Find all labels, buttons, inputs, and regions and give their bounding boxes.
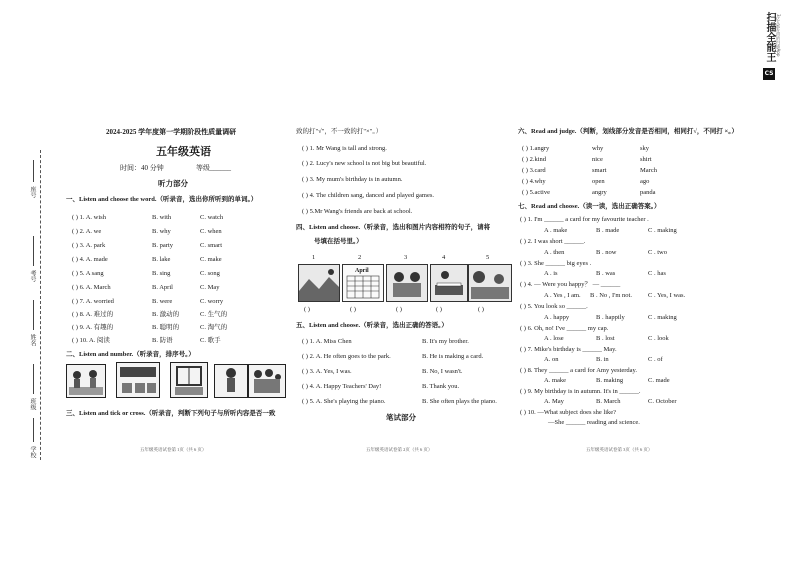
section-6-heading: 六、Read and judge.（判断，划线部分发音是否相同，相同打√，不同打 ×。） [518, 128, 738, 135]
pic-blank-2: ( ) [350, 306, 356, 313]
pic-number-2: 2 [358, 254, 362, 261]
q1-4-c: C. make [200, 256, 222, 263]
q6-5-c: panda [640, 189, 656, 196]
q7-1-b: B . made [596, 227, 620, 234]
pic-blank-3: ( ) [396, 306, 402, 313]
q1-5-a: ( ) 5. A sang [72, 270, 104, 277]
q7-6: ( ) 6. Oh, no! I've ______ my cap. [520, 325, 609, 332]
choose-picture-1 [298, 264, 340, 302]
family-sketch-icon [249, 365, 285, 397]
pic-number-1: 1 [312, 254, 316, 261]
exam-title: 2024-2025 学年度第一学期阶段性质量调研 [106, 128, 237, 136]
q1-3-b: B. party [152, 242, 173, 249]
q3-1: ( ) 1. Mr Wang is tall and strong. [302, 145, 387, 152]
park-sketch-icon [469, 265, 511, 301]
q1-7-c: C. worry [200, 298, 224, 305]
listening-heading: 听力部分 [158, 179, 188, 188]
side-label-school: 学校 [29, 446, 35, 458]
side-blank-line [33, 160, 34, 182]
q7-2-a: A . then [544, 249, 565, 256]
pic-blank-1: ( ) [304, 306, 310, 313]
q1-7-b: B. were [152, 298, 173, 305]
q1-9-b: B. 聪明的 [152, 324, 180, 331]
q6-3-a: ( ) 3.card [522, 167, 546, 174]
page-footer-2: 五年级英语试卷第 2页（共 6 页） [366, 447, 433, 452]
q1-6-b: B. April [152, 284, 173, 291]
children-sketch-icon [387, 265, 427, 301]
q1-2-c: C. when [200, 228, 222, 235]
q7-7-c: C . of [648, 356, 663, 363]
q7-9-a: A. May [544, 398, 564, 405]
page-footer-1: 五年级英语试卷第 1页（共 6 页） [140, 447, 207, 452]
page-footer-3: 五年级英语试卷第 3页（共 6 页） [586, 447, 653, 452]
q6-2-a: ( ) 2.kind [522, 156, 547, 163]
q6-3-c: March [640, 167, 657, 174]
classroom-sketch-icon [117, 363, 159, 397]
q1-10-b: B. 防语 [152, 337, 173, 344]
number-picture-5 [248, 364, 286, 398]
section-7-heading: 七、Read and choose.（读一读，选出正确答案。） [518, 203, 661, 210]
side-blank-line [33, 364, 34, 394]
q1-2-a: ( ) 2. A. we [72, 228, 102, 235]
side-blank-line [33, 418, 34, 442]
q6-3-b: smart [592, 167, 607, 174]
section-4-heading-cont: 号填在括号里。） [314, 238, 363, 245]
piano-player-sketch-icon [431, 265, 467, 301]
section-1-heading: 一、Listen and choose the word.（听录音，选出你所听到的单词。） [66, 196, 258, 203]
q5-3-b: B. No, I wasn't. [422, 368, 463, 375]
scanner-logo-badge: CS [763, 68, 775, 80]
exam-grade: 等级______ [196, 164, 231, 172]
q5-1-a: ( ) 1. A. Miss Chen [302, 338, 352, 345]
q7-1-c: C . making [648, 227, 677, 234]
q7-7-a: A. on [544, 356, 559, 363]
q5-3-a: ( ) 3. A. Yes, I was. [302, 368, 352, 375]
q7-2: ( ) 2. I was short ______. [520, 238, 586, 245]
q7-9-c: C. October [648, 398, 677, 405]
q1-6-a: ( ) 6. A. March [72, 284, 111, 291]
calendar-month: April [355, 268, 369, 274]
q7-8-a: A. make [544, 377, 567, 384]
choose-picture-2 [342, 264, 384, 302]
q7-3-c: C . has [648, 270, 666, 277]
number-picture-4 [214, 364, 248, 398]
q7-5-a: A . happy [544, 314, 570, 321]
q5-4-b: B. Thank you. [422, 383, 460, 390]
q5-2-a: ( ) 2. A. He often goes to the park. [302, 353, 391, 360]
q7-6-b: B . lost [596, 335, 615, 342]
q7-10: ( ) 10. —What subject does she like? [520, 409, 617, 416]
q7-1-a: A . make [544, 227, 568, 234]
scanner-logo-sub: 3亿人都在用的扫描App [776, 14, 781, 57]
q1-10-c: C. 歌手 [200, 337, 221, 344]
exam-time: 时间：40 分钟 [120, 164, 164, 172]
side-label-class: 班级 [29, 398, 35, 410]
pic-number-5: 5 [486, 254, 490, 261]
q7-10-answer: —She ______ reading and science. [548, 419, 640, 426]
q1-3-c: C. smart [200, 242, 223, 249]
q7-3: ( ) 3. She ______ big eyes . [520, 260, 592, 267]
q1-9-c: C. 淘气的 [200, 324, 228, 331]
q1-4-a: ( ) 4. A. made [72, 256, 108, 263]
q7-3-a: A . is [544, 270, 558, 277]
q1-8-c: C. 生气的 [200, 311, 228, 318]
q6-1-c: sky [640, 145, 650, 152]
q7-8: ( ) 8. They ______ a card for Amy yesterday. [520, 367, 637, 374]
q7-7-b: B. in [596, 356, 609, 363]
q1-5-c: C. song [200, 270, 220, 277]
section-5-heading: 五、Listen and choose.（听录音，选出正确的答语。） [296, 322, 448, 329]
section-4-heading: 四、Listen and choose.（听录音，选出和图片内容相符的句子，请将 [296, 224, 491, 231]
side-label-seat: 座号 [29, 186, 35, 198]
number-picture-1 [66, 364, 106, 398]
q3-2: ( ) 2. Lucy's new school is not big but beautiful. [302, 160, 427, 167]
q1-1-c: C. watch [200, 214, 224, 221]
q5-2-b: B. He is making a card. [422, 353, 484, 360]
q6-2-b: nice [592, 156, 603, 163]
q1-6-c: C. May [200, 284, 220, 291]
q7-4-c: C . Yes, I was. [648, 292, 686, 299]
q7-9-b: B. March [596, 398, 621, 405]
side-blank-line [33, 300, 34, 330]
q7-8-c: C. made [648, 377, 670, 384]
side-label-number: 考号 [29, 270, 35, 282]
q7-6-c: C . look [648, 335, 669, 342]
q6-1-b: why [592, 145, 604, 152]
q5-5-a: ( ) 5. A. She's playing the piano. [302, 398, 386, 405]
binding-dashed-line [40, 150, 41, 460]
q1-9-a: ( ) 9. A. 有趣的 [72, 324, 114, 331]
q7-7: ( ) 7. Mike's birthday is ______ May. [520, 346, 617, 353]
q6-4-a: ( ) 4.why [522, 178, 546, 185]
q1-10-a: ( ) 10. A. 阅读 [72, 337, 110, 344]
q7-4-a: A . Yes , I am. [544, 292, 581, 299]
q7-5-b: B . happily [596, 314, 625, 321]
scanner-logo [762, 6, 784, 84]
q1-2-b: B. why [152, 228, 171, 235]
scanner-logo-name: 扫描全能王 [764, 12, 775, 62]
section-3-heading: 三、Listen and tick or cross.（听录音，判断下列句子与所听内容是否一致 [66, 410, 276, 417]
pic-blank-5: ( ) [478, 306, 484, 313]
q7-9: ( ) 9. My birthday is in autumn. It's in ______. [520, 388, 641, 395]
q1-4-b: B. lake [152, 256, 171, 263]
q7-8-b: B. making [596, 377, 624, 384]
calendar-icon [343, 265, 383, 301]
side-blank-line [33, 236, 34, 266]
q7-4: ( ) 4. — Were you happy？ — ______ [520, 281, 621, 288]
q7-5: ( ) 5. You look so ______. [520, 303, 588, 310]
window-sketch-icon [171, 363, 207, 397]
q6-4-b: open [592, 178, 605, 185]
q7-4-b: B . No , I'm not. [590, 292, 632, 299]
q7-5-c: C . making [648, 314, 677, 321]
q3-3: ( ) 3. My mum's birthday is in autumn. [302, 176, 403, 183]
pic-blank-4: ( ) [436, 306, 442, 313]
q1-8-b: B. 激动的 [152, 311, 180, 318]
q7-1: ( ) 1. I'm ______ a card for my favourite teacher . [520, 216, 649, 223]
q1-3-a: ( ) 3. A. park [72, 242, 106, 249]
landscape-sketch-icon [299, 265, 339, 301]
q7-2-b: B . now [596, 249, 617, 256]
q7-2-c: C . two [648, 249, 667, 256]
side-label-name: 姓名 [29, 334, 35, 346]
written-heading: 笔试部分 [386, 413, 416, 422]
choose-picture-4 [430, 264, 468, 302]
number-picture-3 [170, 362, 208, 398]
q6-1-a: ( ) 1.angry [522, 145, 550, 152]
people-sketch-icon [67, 365, 105, 397]
q6-2-c: shirt [640, 156, 652, 163]
q5-4-a: ( ) 4. A. Happy Teachers' Day! [302, 383, 382, 390]
q1-1-a: ( ) 1. A. wish [72, 214, 106, 221]
q1-1-b: B. with [152, 214, 172, 221]
section-2-heading: 二、Listen and number.（听录音，排序号。） [66, 351, 195, 358]
q7-3-b: B . was [596, 270, 616, 277]
q1-5-b: B. sing [152, 270, 171, 277]
q6-4-c: ago [640, 178, 650, 185]
pic-number-4: 4 [442, 254, 446, 261]
q3-5: ( ) 5.Mr Wang's friends are back at school. [302, 208, 413, 215]
q6-5-a: ( ) 5.active [522, 189, 550, 196]
q5-5-b: B. She often plays the piano. [422, 398, 497, 405]
number-picture-2 [116, 362, 160, 398]
pic-number-3: 3 [404, 254, 408, 261]
exam-subject: 五年级英语 [156, 146, 211, 158]
section-3-continued: 致的打"√"，不一致的打"×"。） [296, 128, 383, 135]
choose-picture-5 [468, 264, 512, 302]
choose-picture-3 [386, 264, 428, 302]
q7-6-a: A . lose [544, 335, 564, 342]
q1-8-a: ( ) 8. A. 难过的 [72, 311, 114, 318]
q3-4: ( ) 4. The children sang, danced and played games. [302, 192, 434, 199]
q1-7-a: ( ) 7. A. worried [72, 298, 114, 305]
q5-1-b: B. It's my brother. [422, 338, 469, 345]
q6-5-b: angry [592, 189, 607, 196]
person-sketch-icon [215, 365, 247, 397]
